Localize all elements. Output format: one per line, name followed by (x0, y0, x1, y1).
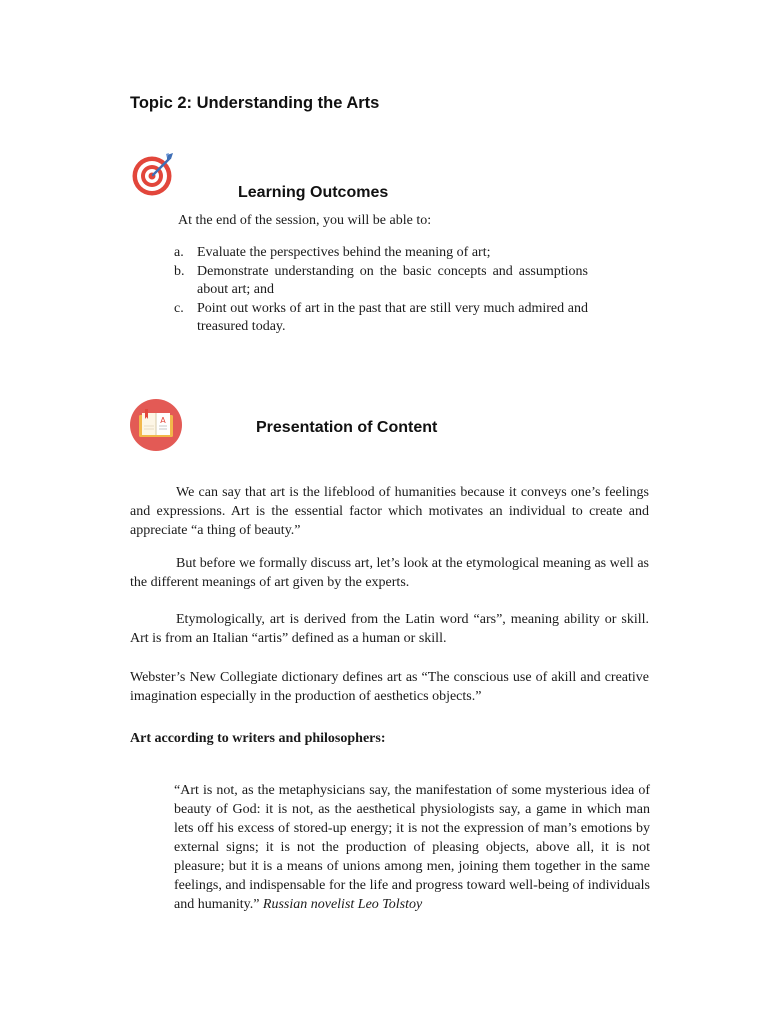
list-item (174, 263, 588, 300)
learning-outcomes-intro: At the end of the session, you will be able to: (178, 213, 432, 228)
paragraph-etymology-intro: But before we formally discuss art, let’s look at the etymological meaning as well as the different meanings of art given by the experts. (130, 556, 649, 590)
tolstoy-quote (174, 781, 650, 914)
svg-text:A: A (160, 416, 166, 425)
quote-text: “Art is not, as the metaphysicians say, the manifestation of some mysterious idea of beauty of God: it is not, as the aesthetical physiologists say, a game in which man lets off his excess of stored-up energy; it is not the expression of man’s emotions by external signs; it is not the production of pleasing objects, above all, it is not pleasure; but it is a means of unions among men, joining them together in the same feelings, and indispensable for the life and progress toward well-being of individuals and humanity.” (174, 783, 650, 912)
list-marker: c. (174, 300, 184, 316)
list-marker: a. (174, 245, 184, 260)
page-title: Topic 2: Understanding the Arts (130, 94, 380, 112)
list-item (174, 244, 588, 263)
list-item-text: Evaluate the perspectives behind the meaning of art; (197, 245, 491, 260)
list-item-text: Demonstrate understanding on the basic concepts and assumptions about art; and (197, 263, 588, 297)
quote-attribution: Russian novelist Leo Tolstoy (262, 897, 423, 912)
learning-outcomes-heading: Learning Outcomes (238, 184, 389, 201)
learning-outcomes-list (174, 244, 588, 337)
writers-heading: Art according to writers and philosophers: (130, 731, 386, 746)
book-icon (129, 398, 183, 452)
list-item-text: Point out works of art in the past that are still very much admired and treasured today. (197, 300, 588, 334)
target-icon (131, 151, 177, 197)
presentation-heading: Presentation of Content (256, 419, 438, 436)
list-marker: b. (174, 263, 185, 279)
paragraph-webster: Webster’s New Collegiate dictionary defines art as “The conscious use of akill and creative imagination especially in the production of aesthetics objects.” (130, 670, 649, 704)
list-item (174, 300, 588, 337)
paragraph-etymology: Etymologically, art is derived from the Latin word “ars”, meaning ability or skill. Art is from an Italian “artis” defined as a human or skill. (130, 612, 649, 646)
paragraph-lifeblood: We can say that art is the lifeblood of humanities because it conveys one’s feelings and expressions. Art is the essential factor which motivates an individual to create and appreciate “a thing of beauty.” (130, 485, 649, 538)
